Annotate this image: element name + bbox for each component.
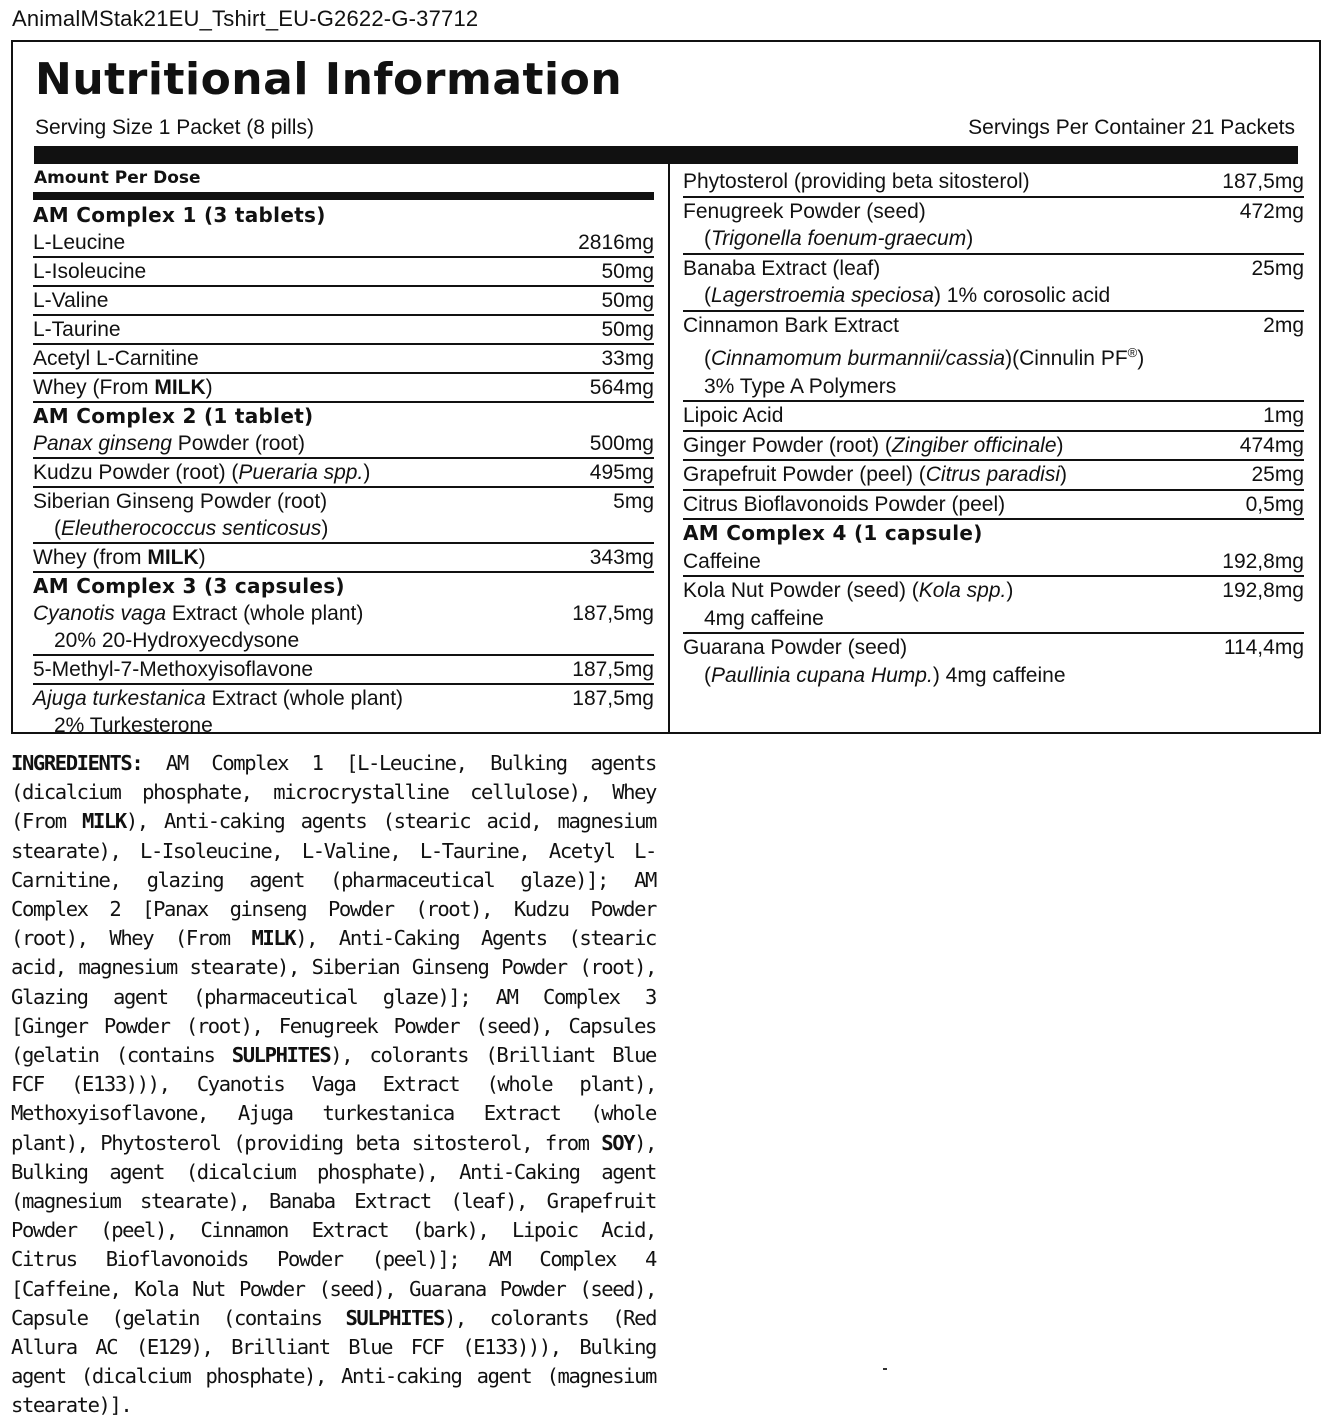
complex-1-heading: AM Complex 1 (3 tablets) bbox=[33, 203, 326, 227]
nutrient-row: L-Leucine 2816mg bbox=[33, 229, 654, 258]
complex-4-heading: AM Complex 4 (1 capsule) bbox=[683, 521, 983, 545]
nutrient-row: Kudzu Powder (root) (Pueraria spp.) 495mg bbox=[33, 459, 654, 488]
nutrient-row: Whey (from MILK) 343mg bbox=[33, 544, 654, 573]
nutrient-row: Banaba Extract (leaf) 25mg (Lagerstroemia speciosa) 1% corosolic acid bbox=[683, 255, 1304, 312]
ingredients-text: INGREDIENTS: AM Complex 1 [L-Leucine, Bulking agents (dicalcium phosphate, microcrystalline cellulose), Whey (From MILK), Anti-caking agents (stearic acid, magnesium stearate), L-Isoleucine, L-Valine, L-Taurine, Acetyl L-Carnitine, glazing agent (pharmaceutical glaze)]; AM Complex 2 [Panax ginseng Powder (root), Kudzu Powder (root), Whey (From MILK), Anti-Caking Agents (stearic acid, magnesium stearate), Siberian Ginseng Powder (root), Glazing agent (pharmaceutical glaze)]; AM Complex 3 [Ginger Powder (root), Fenugreek Powder (seed), Capsules (gelatin (contains SULPHITES), colorants (Brilliant Blue FCF (E133))), Cyanotis Vaga Extract (whole plant), Methoxyisoflavone, Ajuga turkestanica Extract (whole plant), Phytosterol (providing beta sitosterol, from SOY), Bulking agent (dicalcium phosphate), Anti-Caking agent (magnesium stearate), Banaba Extract (leaf), Grapefruit Powder (peel), Cinnamon Extract (bark), Lipoic Acid, Citrus Bioflavonoids Powder (peel)]; AM Complex 4 [Caffeine, Kola Nut Powder (seed), Guarana Powder (seed), Capsule (gelatin (contains SULPHITES), colorants (Red Allura AC (E129), Brilliant Blue FCF (E133))), Bulking agent (dicalcium phosphate), Anti-caking agent (magnesium stearate)]. bbox=[11, 751, 657, 1418]
complex-2-heading: AM Complex 2 (1 tablet) bbox=[33, 404, 314, 428]
column-divider bbox=[668, 164, 670, 732]
nutrient-row: Panax ginseng Powder (root) 500mg bbox=[33, 430, 654, 459]
amount-per-dose-label: Amount Per Dose bbox=[34, 168, 201, 188]
file-identifier: AnimalMStak21EU_Tshirt_EU-G2622-G-37712 bbox=[12, 6, 479, 31]
nutrient-row: Ginger Powder (root) (Zingiber officinale) 474mg bbox=[683, 432, 1304, 462]
print-speck bbox=[883, 1368, 887, 1370]
amount-per-dose-bar bbox=[33, 192, 654, 200]
nutrient-row: L-Taurine 50mg bbox=[33, 316, 654, 345]
right-column bbox=[683, 168, 1304, 689]
left-column bbox=[33, 166, 654, 739]
nutrient-row: Ajuga turkestanica Extract (whole plant) 187,5mg 2% Turkesterone bbox=[33, 687, 654, 737]
nutrient-row: Caffeine 192,8mg bbox=[683, 548, 1304, 578]
complex-3-heading: AM Complex 3 (3 capsules) bbox=[33, 574, 345, 598]
serving-size: Serving Size 1 Packet (8 pills) bbox=[35, 116, 314, 139]
nutrition-panel bbox=[11, 40, 1321, 737]
nutrient-row: Kola Nut Powder (seed) (Kola spp.) 192,8mg 4mg caffeine bbox=[683, 577, 1304, 634]
nutrient-row: Grapefruit Powder (peel) (Citrus paradisi) 25mg bbox=[683, 461, 1304, 491]
nutrient-row: L-Isoleucine 50mg bbox=[33, 258, 654, 287]
nutrient-row: Phytosterol (providing beta sitosterol) 187,5mg bbox=[683, 168, 1304, 198]
nutrient-row: 5-Methyl-7-Methoxyisoflavone 187,5mg bbox=[33, 656, 654, 685]
nutrient-row: Siberian Ginseng Powder (root) 5mg (Eleutherococcus senticosus) bbox=[33, 488, 654, 544]
nutrient-row: Citrus Bioflavonoids Powder (peel) 0,5mg bbox=[683, 491, 1304, 521]
nutrient-row: Cyanotis vaga Extract (whole plant) 187,5mg 20% 20-Hydroxyecdysone bbox=[33, 600, 654, 656]
header-divider-bar bbox=[34, 146, 1298, 164]
panel-title: Nutritional Information bbox=[35, 54, 623, 105]
nutrient-row: L-Valine 50mg bbox=[33, 287, 654, 316]
servings-per-container: Servings Per Container 21 Packets bbox=[968, 116, 1295, 139]
nutrient-row: Cinnamon Bark Extract 2mg (Cinnamomum burmannii/cassia)(Cinnulin PF®) 3% Type A Polymers bbox=[683, 312, 1304, 403]
ingredients-label: INGREDIENTS: bbox=[11, 751, 143, 775]
nutrient-row: Lipoic Acid 1mg bbox=[683, 402, 1304, 432]
nutrient-row: Acetyl L-Carnitine 33mg bbox=[33, 345, 654, 374]
nutrient-row: Fenugreek Powder (seed) 472mg (Trigonella foenum-graecum) bbox=[683, 198, 1304, 255]
nutrient-row: Whey (From MILK) 564mg bbox=[33, 374, 654, 403]
nutrient-row: Guarana Powder (seed) 114,4mg (Paullinia cupana Hump.) 4mg caffeine bbox=[683, 636, 1304, 687]
